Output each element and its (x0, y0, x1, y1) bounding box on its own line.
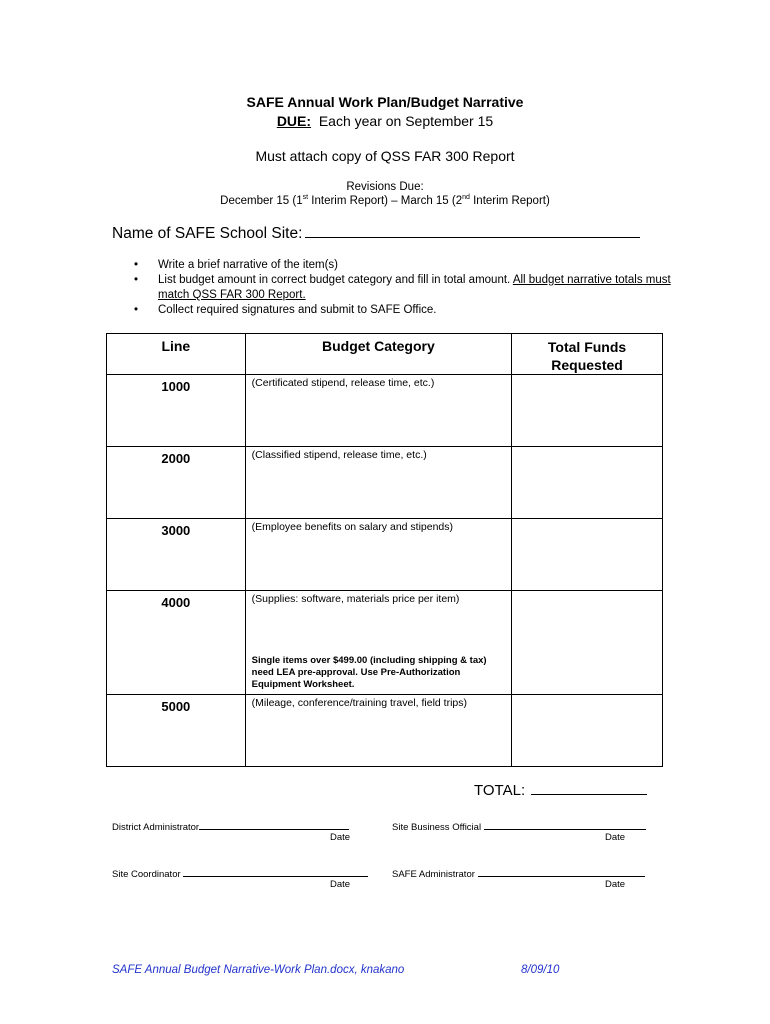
rev2-text: Interim Report) – March 15 (2 (308, 195, 463, 207)
total-funds-cell[interactable] (512, 695, 663, 767)
category-cell[interactable]: (Classified stipend, release time, etc.) (245, 447, 511, 519)
total-blank[interactable] (531, 782, 647, 795)
total-funds-cell[interactable] (512, 375, 663, 447)
category-cell[interactable]: (Employee benefits on salary and stipends) (245, 519, 511, 591)
category-cell[interactable] (245, 591, 511, 695)
safe-admin-date: Date (605, 879, 626, 890)
site-coordinator-date: Date (330, 879, 351, 890)
instruction-item (112, 258, 672, 273)
total-funds-cell[interactable] (512, 447, 663, 519)
revision-dates (0, 195, 770, 207)
instruction-item (112, 303, 672, 318)
instruction-underlined-text: All budget narrative totals must match QSS FAR 300 Report. (158, 274, 671, 301)
total-funds-cell[interactable] (512, 591, 663, 695)
instructions-list (112, 258, 672, 318)
site-business-label: Site Business Official (392, 822, 482, 833)
footer-file-name: SAFE Annual Budget Narrative-Work Plan.docx, knakano (112, 964, 405, 976)
total-field (474, 782, 647, 799)
district-admin-blank[interactable] (199, 820, 349, 830)
instruction-text: Collect required signatures and submit to SAFE Office. (158, 304, 437, 316)
line-number: 2000 (161, 451, 191, 466)
rev2-post-text: Interim Report) (469, 195, 550, 207)
table-row (107, 591, 663, 695)
footer-date: 8/09/10 (521, 964, 560, 976)
rev2-sup: nd (462, 194, 470, 202)
rev1-text: December 15 (1 (220, 195, 303, 207)
site-name-field (112, 225, 640, 243)
site-coordinator-label: Site Coordinator (112, 869, 181, 880)
district-admin-date: Date (330, 832, 351, 843)
budget-table (106, 333, 663, 767)
due-label: DUE: (276, 113, 312, 129)
line-cell (107, 695, 246, 767)
category-cell[interactable]: (Certificated stipend, release time, etc.) (245, 375, 511, 447)
line-cell (107, 447, 246, 519)
due-text: Each year on September 15 (318, 113, 494, 129)
header-line: Line (107, 334, 246, 375)
line-cell (107, 591, 246, 695)
instruction-item (112, 273, 672, 303)
line-number: 1000 (161, 379, 191, 394)
document-title: SAFE Annual Work Plan/Budget Narrative (246, 94, 524, 110)
instruction-text: Write a brief narrative of the item(s) (158, 259, 339, 271)
header-budget-category: Budget Category (245, 334, 511, 375)
line-cell (107, 519, 246, 591)
site-name-blank[interactable] (305, 225, 640, 238)
district-admin-signature (112, 820, 349, 833)
total-funds-cell[interactable] (512, 519, 663, 591)
header-total-funds: Total Funds Requested (512, 334, 663, 375)
table-row (107, 375, 663, 447)
line-number: 5000 (161, 699, 191, 714)
site-business-blank[interactable] (484, 820, 646, 830)
instruction-text: List budget amount in correct budget category and fill in total amount. (158, 274, 513, 286)
district-admin-label: District Administrator (112, 822, 200, 833)
revisions-label: Revisions Due: (346, 181, 424, 193)
line-number: 4000 (161, 595, 191, 610)
table-row (107, 519, 663, 591)
attach-note: Must attach copy of QSS FAR 300 Report (255, 148, 515, 164)
site-name-label: Name of SAFE School Site: (112, 225, 303, 242)
line-number: 3000 (161, 523, 191, 538)
line-cell (107, 375, 246, 447)
safe-admin-blank[interactable] (478, 867, 645, 877)
due-line (0, 113, 770, 129)
table-header-row (107, 334, 663, 375)
site-coordinator-blank[interactable] (183, 867, 368, 877)
table-row (107, 447, 663, 519)
pre-approval-note: Single items over $499.00 (including shipping & tax) need LEA pre-approval. Use Pre-Authorization Equipment Worksheet. (251, 655, 487, 690)
rev1-sup: st (302, 194, 309, 202)
table-row (107, 695, 663, 767)
category-cell[interactable]: (Mileage, conference/training travel, field trips) (245, 695, 511, 767)
category-text: (Supplies: software, materials price per item) (251, 593, 460, 605)
safe-admin-label: SAFE Administrator (392, 869, 475, 880)
total-label: TOTAL: (474, 782, 526, 799)
site-business-date: Date (605, 832, 626, 843)
